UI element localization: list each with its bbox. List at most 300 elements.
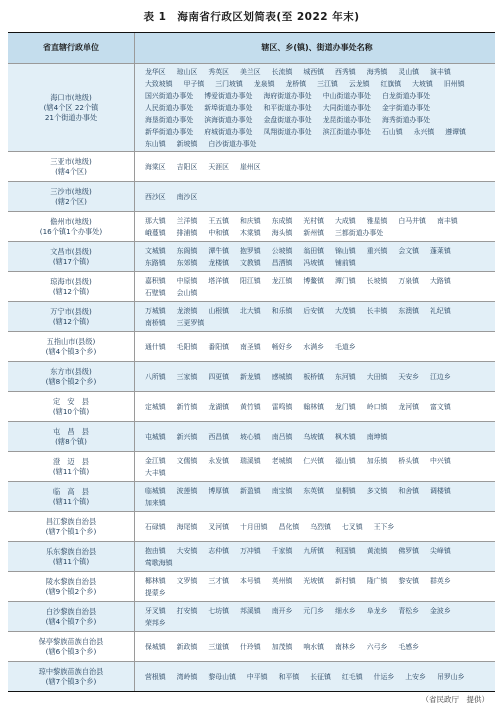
division-name: 龙桥镇	[285, 79, 307, 88]
unit-line: (辖4个区 22个镇	[43, 102, 99, 112]
unit-line: 东方市(县级)	[50, 366, 92, 376]
division-name: 江边乡	[430, 372, 451, 381]
unit-cell	[8, 392, 135, 421]
unit-line: 文昌市(县级)	[50, 246, 92, 256]
division-name: 国兴街道办事处	[145, 91, 194, 100]
division-name: 什玲镇	[240, 642, 261, 651]
header-divisions: 辖区、乡(镇)、街道办事处名称	[261, 43, 373, 52]
division-name: 中兴镇	[430, 456, 451, 465]
unit-line: (辖17个镇)	[52, 256, 90, 266]
division-name: 岭口镇	[366, 402, 388, 411]
division-name: 吊罗山乡	[436, 672, 465, 681]
table-row	[8, 631, 495, 661]
unit-cell	[8, 632, 135, 661]
division-name: 天涯区	[208, 162, 230, 171]
table-row	[8, 211, 495, 241]
division-name: 万泉镇	[398, 276, 420, 285]
division-name: 海棠区	[145, 162, 166, 171]
division-name: 海头镇	[271, 228, 293, 237]
division-name: 冯坡镇	[303, 258, 325, 267]
divisions-cell	[135, 332, 495, 361]
division-name: 那大镇	[145, 216, 166, 225]
unit-line: 五指山市(县级)	[46, 336, 96, 346]
divisions-cell	[135, 362, 495, 391]
division-name: 王下乡	[373, 522, 395, 531]
division-name: 龙滚镇	[176, 306, 198, 315]
division-name: 秀英区	[208, 67, 230, 76]
division-name: 群英乡	[430, 576, 451, 585]
division-name: 永发镇	[208, 456, 230, 465]
division-name: 人民街道办事处	[145, 103, 194, 112]
division-name: 志仲镇	[208, 546, 230, 555]
division-name: 加乐镇	[366, 456, 388, 465]
unit-line: (辖11个镇)	[52, 466, 90, 476]
division-name: 十月田镇	[240, 522, 268, 531]
division-name: 三更罗镇	[176, 318, 205, 327]
unit-cell	[8, 64, 135, 151]
division-name: 公坡镇	[271, 246, 293, 255]
division-name: 西沙区	[145, 192, 166, 201]
division-name: 塔洋镇	[208, 276, 230, 285]
division-name: 文儒镇	[176, 456, 198, 465]
division-name: 长丰镇	[366, 306, 388, 315]
division-name: 和乐镇	[271, 306, 293, 315]
division-name: 牙叉镇	[145, 606, 166, 615]
division-name: 南林乡	[335, 642, 356, 651]
unit-cell	[8, 422, 135, 451]
division-name: 湾岭镇	[176, 672, 198, 681]
division-name: 嘉积镇	[145, 276, 166, 285]
divisions-cell	[135, 272, 495, 301]
division-name: 三道镇	[208, 642, 230, 651]
division-name: 黎母山镇	[208, 672, 236, 681]
division-name: 龙华区	[145, 67, 166, 76]
division-name: 加来镇	[145, 498, 166, 507]
unit-cell	[8, 512, 135, 541]
division-name: 金盘街道办事处	[263, 115, 312, 124]
division-name: 畅好乡	[271, 342, 293, 351]
division-name: 新龙镇	[240, 372, 261, 381]
unit-line: 琼海市(县级)	[50, 276, 92, 286]
table-row	[8, 181, 495, 211]
division-name: 三家镇	[176, 372, 198, 381]
division-name: 红毛镇	[341, 672, 363, 681]
table-row	[8, 661, 495, 691]
division-name: 礼纪镇	[430, 306, 451, 315]
division-name: 龙江镇	[271, 276, 293, 285]
division-name: 英州镇	[271, 576, 293, 585]
unit-line: (辖8个镇2个乡)	[45, 376, 97, 386]
table-row	[8, 63, 495, 151]
division-name: 和舍镇	[398, 486, 420, 495]
header-unit: 省直辖行政单位	[8, 33, 135, 63]
unit-line: (辖12个镇)	[52, 316, 90, 326]
division-name: 南丰镇	[436, 216, 458, 225]
unit-cell	[8, 542, 135, 571]
division-name: 东成镇	[271, 216, 293, 225]
unit-cell	[8, 482, 135, 511]
division-name: 南沙区	[176, 192, 198, 201]
division-name: 石山镇	[381, 127, 403, 136]
division-name: 大成镇	[335, 216, 356, 225]
division-name: 昌洒镇	[271, 258, 293, 267]
division-name: 黎安镇	[398, 576, 420, 585]
division-name: 中和镇	[208, 228, 230, 237]
division-name: 大坡镇	[412, 79, 433, 88]
unit-line: (辖2个区)	[55, 196, 87, 206]
division-name: 水满乡	[303, 342, 325, 351]
division-name: 九所镇	[303, 546, 325, 555]
table-title: 表 1 海南省行政区划简表(至 2022 年末)	[143, 11, 360, 23]
unit-line: 昌江黎族自治县	[45, 516, 97, 526]
division-name: 崖州区	[240, 162, 261, 171]
divisions-cell	[135, 572, 495, 601]
division-name: 阳江镇	[240, 276, 261, 285]
table-row	[8, 241, 495, 271]
division-name: 毛感乡	[398, 642, 420, 651]
division-name: 南吕镇	[271, 432, 293, 441]
division-name: 福山镇	[335, 456, 356, 465]
division-name: 旧州镇	[443, 79, 465, 88]
division-name: 铺前镇	[335, 258, 356, 267]
division-name: 凤翔街道办事处	[263, 127, 312, 136]
table-row	[8, 451, 495, 481]
division-name: 王五镇	[208, 216, 230, 225]
unit-cell	[8, 362, 135, 391]
division-name: 邦溪镇	[240, 606, 261, 615]
division-name: 金宇街道办事处	[381, 103, 431, 112]
unit-line: 三沙市(地级)	[50, 186, 92, 196]
division-name: 四更镇	[208, 372, 230, 381]
division-name: 什运乡	[373, 672, 395, 681]
division-name: 元门乡	[303, 606, 325, 615]
unit-cell	[8, 272, 135, 301]
division-name: 莺歌海镇	[145, 558, 173, 567]
division-name: 排浦镇	[176, 228, 198, 237]
table-row	[8, 331, 495, 361]
division-name: 佛罗镇	[398, 546, 420, 555]
division-name: 东英镇	[303, 486, 325, 495]
division-name: 加茂镇	[271, 642, 293, 651]
division-name: 乌坡镇	[303, 432, 325, 441]
division-name: 雅星镇	[366, 216, 388, 225]
division-name: 灵山镇	[398, 67, 420, 76]
division-name: 南桥镇	[145, 318, 166, 327]
division-name: 白龙街道办事处	[381, 91, 431, 100]
division-name: 千家镇	[271, 546, 293, 555]
division-name: 石壁镇	[145, 288, 166, 297]
unit-line: 保亭黎族苗族自治县	[38, 636, 104, 646]
division-name: 和庆镇	[240, 216, 261, 225]
divisions-cell	[135, 302, 495, 331]
division-name: 大丰镇	[145, 468, 166, 477]
division-name: 毛道乡	[335, 342, 356, 351]
table-row	[8, 361, 495, 391]
unit-cell	[8, 452, 135, 481]
division-name: 北大镇	[240, 306, 261, 315]
division-name: 本号镇	[240, 576, 261, 585]
unit-line: 儋州市(地级)	[50, 216, 92, 226]
unit-line: 21个街道办事处	[44, 112, 98, 122]
division-name: 演丰镇	[430, 67, 451, 76]
division-name: 文罗镇	[176, 576, 198, 585]
unit-line: 陵水黎族自治县	[45, 576, 97, 586]
division-name: 乌烈镇	[310, 522, 331, 531]
division-name: 博鳌镇	[303, 276, 325, 285]
division-name: 山根镇	[208, 306, 230, 315]
table-row	[8, 541, 495, 571]
division-name: 兰洋镇	[176, 216, 198, 225]
division-name: 细水乡	[335, 606, 356, 615]
division-name: 雷鸣镇	[271, 402, 293, 411]
division-name: 东澳镇	[398, 306, 420, 315]
division-name: 仁兴镇	[303, 456, 325, 465]
division-name: 海秀镇	[366, 67, 388, 76]
unit-line: (辖4个镇3个乡)	[45, 346, 97, 356]
division-name: 天安乡	[398, 372, 420, 381]
unit-line: (辖4个镇7个乡)	[45, 616, 97, 626]
division-name: 和平镇	[278, 672, 300, 681]
division-name: 新兴镇	[176, 432, 198, 441]
divisions-cell	[135, 482, 495, 511]
division-name: 三江镇	[317, 79, 338, 88]
division-name: 文教镇	[240, 258, 261, 267]
division-name: 新竹镇	[176, 402, 198, 411]
division-name: 永兴镇	[413, 127, 435, 136]
division-name: 毛阳镇	[176, 342, 198, 351]
unit-line: (16个镇1个办事处)	[39, 226, 103, 236]
division-name: 吉阳区	[176, 162, 198, 171]
division-name: 长坡镇	[366, 276, 388, 285]
unit-line: 琼中黎族苗族自治县	[38, 666, 104, 676]
division-name: 白马井镇	[398, 216, 426, 225]
unit-line: (辖11个镇)	[52, 556, 90, 566]
division-name: 三门坡镇	[215, 79, 243, 88]
divisions-cell	[135, 632, 495, 661]
unit-line: 屯 昌 县	[53, 426, 89, 436]
division-name: 定城镇	[145, 402, 166, 411]
division-name: 中原镇	[176, 276, 198, 285]
division-name: 三都街道办事处	[335, 228, 384, 237]
unit-line: 海口市(地级)	[50, 92, 92, 102]
divisions-cell	[135, 662, 495, 691]
table-row	[8, 511, 495, 541]
division-name: 海府街道办事处	[263, 91, 312, 100]
division-name: 黄流镇	[366, 546, 388, 555]
division-name: 坡心镇	[240, 432, 261, 441]
division-name: 白沙街道办事处	[208, 139, 257, 148]
unit-line: (辖12个镇)	[52, 286, 90, 296]
division-name: 博厚镇	[208, 486, 230, 495]
division-name: 尖峰镇	[430, 546, 451, 555]
division-name: 龙湖镇	[208, 402, 230, 411]
division-name: 新州镇	[303, 228, 325, 237]
division-name: 美兰区	[240, 67, 261, 76]
division-name: 南圣镇	[240, 342, 261, 351]
division-name: 云龙镇	[348, 79, 370, 88]
unit-line: 定 安 县	[53, 396, 89, 406]
division-name: 中平镇	[246, 672, 268, 681]
division-name: 海垦街道办事处	[145, 115, 194, 124]
unit-line: (辖9个镇2个乡)	[45, 586, 97, 596]
division-name: 海尾镇	[176, 522, 198, 531]
unit-line: (辖10个镇)	[52, 406, 90, 416]
division-name: 遵谭镇	[445, 127, 466, 136]
division-name: 城西镇	[303, 67, 325, 76]
division-name: 七坊镇	[208, 606, 230, 615]
division-name: 大茂镇	[335, 306, 356, 315]
division-name: 大致坡镇	[145, 79, 173, 88]
division-name: 府城街道办事处	[204, 127, 253, 136]
division-name: 大安镇	[176, 546, 198, 555]
division-name: 金波乡	[430, 606, 451, 615]
division-name: 光坡镇	[303, 576, 325, 585]
unit-line: (辖6个镇3个乡)	[45, 646, 97, 656]
table-row	[8, 271, 495, 301]
unit-line: 万宁市(县级)	[50, 306, 92, 316]
table-row	[8, 571, 495, 601]
division-name: 新埠街道办事处	[204, 103, 253, 112]
table-row	[8, 421, 495, 451]
division-name: 万城镇	[145, 306, 166, 315]
unit-line: (辖4个区)	[55, 166, 87, 176]
division-name: 西秀镇	[335, 67, 356, 76]
divisions-cell	[135, 212, 495, 241]
division-name: 滨江街道办事处	[322, 127, 371, 136]
division-name: 红旗镇	[380, 79, 402, 88]
division-name: 隆广镇	[366, 576, 388, 585]
divisions-cell	[135, 64, 495, 151]
division-name: 东路镇	[145, 258, 166, 267]
table-row	[8, 481, 495, 511]
unit-line: 乐东黎族自治县	[45, 546, 97, 556]
division-name: 七叉镇	[341, 522, 363, 531]
division-name: 叉河镇	[208, 522, 230, 531]
division-name: 东山镇	[145, 139, 166, 148]
division-name: 文城镇	[145, 246, 166, 255]
unit-cell	[8, 242, 135, 271]
division-name: 六弓乡	[366, 642, 388, 651]
division-name: 调楼镇	[430, 486, 451, 495]
division-name: 万冲镇	[240, 546, 261, 555]
division-name: 峨蔓镇	[145, 228, 166, 237]
division-name: 新政镇	[176, 642, 198, 651]
division-name: 黄竹镇	[240, 402, 261, 411]
division-name: 抱罗镇	[240, 246, 261, 255]
division-name: 翰林镇	[303, 402, 325, 411]
division-name: 利国镇	[335, 546, 356, 555]
division-name: 金江镇	[145, 456, 166, 465]
unit-cell	[8, 212, 135, 241]
division-name: 老城镇	[271, 456, 293, 465]
division-name: 阜龙乡	[366, 606, 388, 615]
division-name: 蓬莱镇	[430, 246, 451, 255]
divisions-cell	[135, 602, 495, 631]
division-name: 重兴镇	[366, 246, 388, 255]
division-name: 龙泉镇	[253, 79, 275, 88]
division-name: 东郊镇	[176, 258, 198, 267]
division-name: 龙昆街道办事处	[322, 115, 371, 124]
division-name: 椰林镇	[145, 576, 166, 585]
division-name: 桥头镇	[398, 456, 420, 465]
division-name: 中山街道办事处	[322, 91, 371, 100]
division-name: 琼山区	[176, 67, 198, 76]
divisions-cell	[135, 242, 495, 271]
divisions-cell	[135, 422, 495, 451]
division-name: 保城镇	[145, 642, 166, 651]
division-name: 抱由镇	[145, 546, 166, 555]
division-name: 临城镇	[145, 486, 166, 495]
division-name: 博爱街道办事处	[204, 91, 253, 100]
division-name: 打安镇	[176, 606, 198, 615]
division-name: 新华街道办事处	[145, 127, 194, 136]
division-name: 南宝镇	[271, 486, 293, 495]
division-name: 新村镇	[335, 576, 356, 585]
division-name: 石碌镇	[145, 522, 166, 531]
division-name: 龙楼镇	[208, 258, 230, 267]
division-name: 光村镇	[303, 216, 325, 225]
table-row	[8, 151, 495, 181]
division-name: 提蒙乡	[145, 588, 166, 597]
unit-cell	[8, 302, 135, 331]
unit-line: (辖8个镇)	[55, 436, 87, 446]
division-name: 滨海街道办事处	[204, 115, 253, 124]
division-name: 荣邦乡	[145, 618, 166, 627]
division-name: 大路镇	[430, 276, 451, 285]
divisions-cell	[135, 182, 495, 211]
table-row	[8, 391, 495, 421]
division-name: 潭门镇	[335, 276, 356, 285]
division-name: 西昌镇	[208, 432, 230, 441]
division-name: 东阁镇	[176, 246, 198, 255]
unit-cell	[8, 602, 135, 631]
division-name: 皇桐镇	[335, 486, 356, 495]
table-body	[8, 63, 495, 691]
table-row	[8, 301, 495, 331]
division-name: 营根镇	[145, 672, 166, 681]
divisions-cell	[135, 152, 495, 181]
division-name: 三才镇	[208, 576, 230, 585]
division-name: 长征镇	[310, 672, 331, 681]
division-name: 屯城镇	[145, 432, 166, 441]
division-name: 海秀街道办事处	[381, 115, 431, 124]
divisions-cell	[135, 392, 495, 421]
divisions-cell	[135, 452, 495, 481]
division-name: 潭牛镇	[208, 246, 230, 255]
unit-line: (辖11个镇)	[52, 496, 90, 506]
table-row	[8, 601, 495, 631]
division-name: 东河镇	[335, 372, 356, 381]
division-name: 木棠镇	[240, 228, 261, 237]
division-name: 长流镇	[271, 67, 293, 76]
unit-line: (辖7个镇3个乡)	[45, 676, 97, 686]
unit-cell	[8, 332, 135, 361]
unit-line: 三亚市(地级)	[50, 156, 92, 166]
unit-cell	[8, 152, 135, 181]
unit-cell	[8, 662, 135, 691]
division-name: 龙河镇	[398, 402, 420, 411]
division-name: 南开乡	[271, 606, 293, 615]
unit-cell	[8, 182, 135, 211]
divisions-cell	[135, 542, 495, 571]
division-name: 番阳镇	[208, 342, 230, 351]
division-name: 多文镇	[366, 486, 388, 495]
division-name: 昌化镇	[278, 522, 300, 531]
division-name: 新坡镇	[176, 139, 198, 148]
division-name: 和平街道办事处	[263, 103, 312, 112]
unit-line: 白沙黎族自治县	[45, 606, 97, 616]
division-name: 青松乡	[398, 606, 420, 615]
